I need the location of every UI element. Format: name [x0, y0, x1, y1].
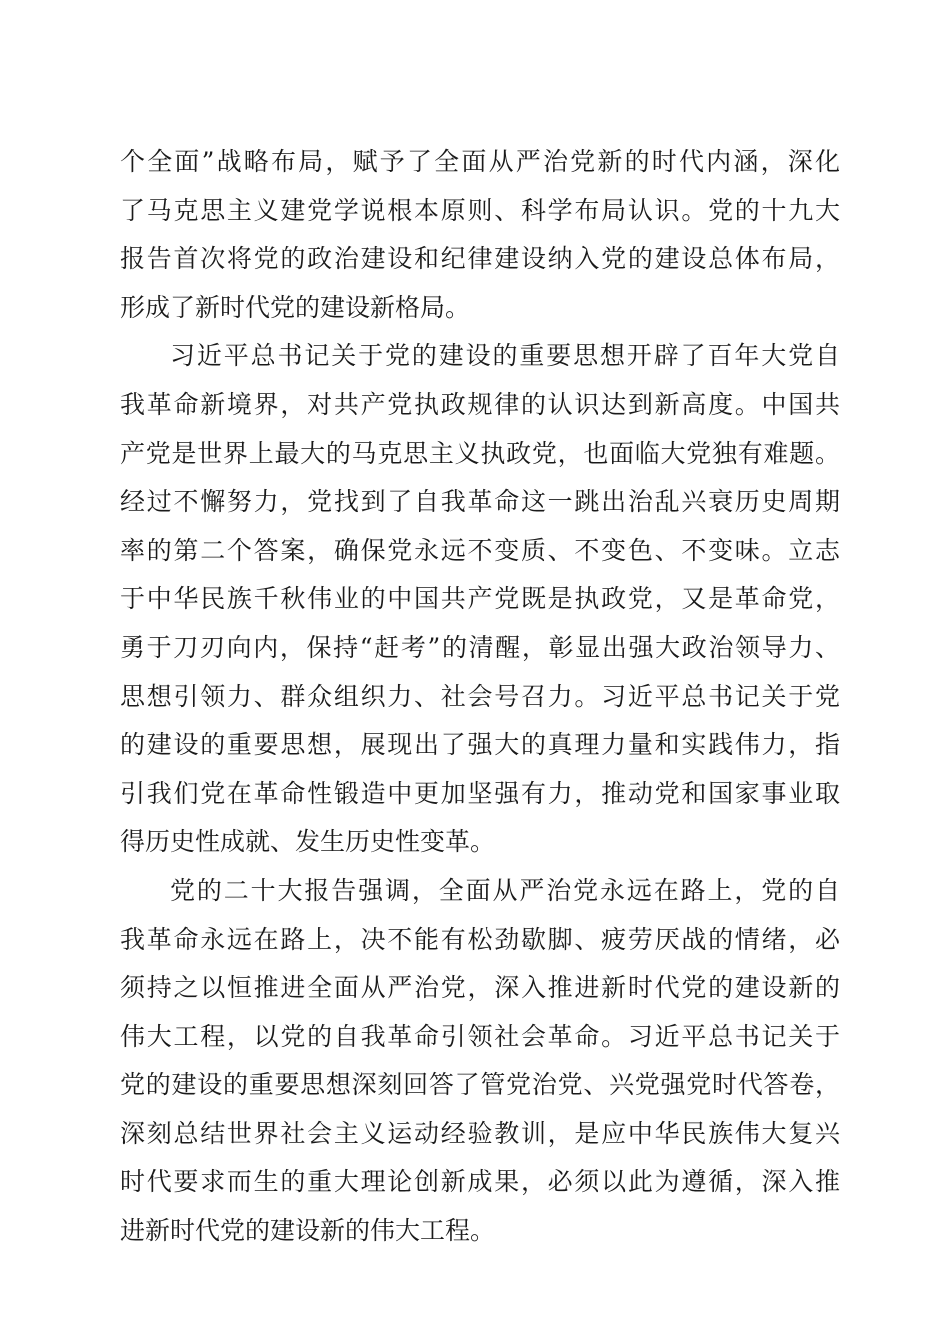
text-line: 勇于刀刃向内，保持“赶考”的清醒，彰显出强大政治领导力、	[120, 632, 840, 662]
text-line: 于中华民族千秋伟业的中国共产党既是执政党，又是革命党，	[120, 584, 840, 614]
document-body	[120, 138, 840, 1256]
text-line: 的建设的重要思想，展现出了强大的真理力量和实践伟力，指	[120, 730, 840, 760]
text-line: 形成了新时代党的建设新格局。	[120, 292, 471, 322]
text-line: 了马克思主义建党学说根本原则、科学布局认识。党的十九大	[120, 195, 840, 225]
text-line: 率的第二个答案，确保党永远不变质、不变色、不变味。立志	[120, 535, 840, 565]
text-line: 经过不懈努力，党找到了自我革命这一跳出治乱兴衰历史周期	[120, 487, 840, 517]
text-line: 引我们党在革命性锻造中更加坚强有力，推动党和国家事业取	[120, 778, 840, 808]
text-line: 深刻总结世界社会主义运动经验教训，是应中华民族伟大复兴	[120, 1118, 840, 1148]
text-line: 个全面”战略布局，赋予了全面从严治党新的时代内涵，深化	[120, 147, 840, 176]
text-line: 习近平总书记关于党的建设的重要思想开辟了百年大党自	[170, 341, 840, 371]
text-line: 我革命新境界，对共产党执政规律的认识达到新高度。中国共	[120, 389, 840, 419]
text-line: 党的建设的重要思想深刻回答了管党治党、兴党强党时代答卷，	[120, 1070, 840, 1100]
text-line: 时代要求而生的重大理论创新成果，必须以此为遵循，深入推	[120, 1167, 840, 1197]
text-line: 伟大工程，以党的自我革命引领社会革命。习近平总书记关于	[120, 1021, 840, 1051]
text-line: 党的二十大报告强调，全面从严治党永远在路上，党的自	[170, 875, 840, 905]
text-line: 得历史性成就、发生历史性变革。	[120, 827, 496, 857]
text-line: 报告首次将党的政治建设和纪律建设纳入党的建设总体布局，	[120, 244, 840, 274]
text-line: 我革命永远在路上，决不能有松劲歇脚、疲劳厌战的情绪，必	[120, 924, 840, 954]
text-line: 进新时代党的建设新的伟大工程。	[120, 1216, 496, 1246]
text-line: 产党是世界上最大的马克思主义执政党，也面临大党独有难题。	[120, 438, 840, 468]
text-line: 须持之以恒推进全面从严治党，深入推进新时代党的建设新的	[120, 973, 840, 1003]
text-line: 思想引领力、群众组织力、社会号召力。习近平总书记关于党	[120, 681, 840, 711]
